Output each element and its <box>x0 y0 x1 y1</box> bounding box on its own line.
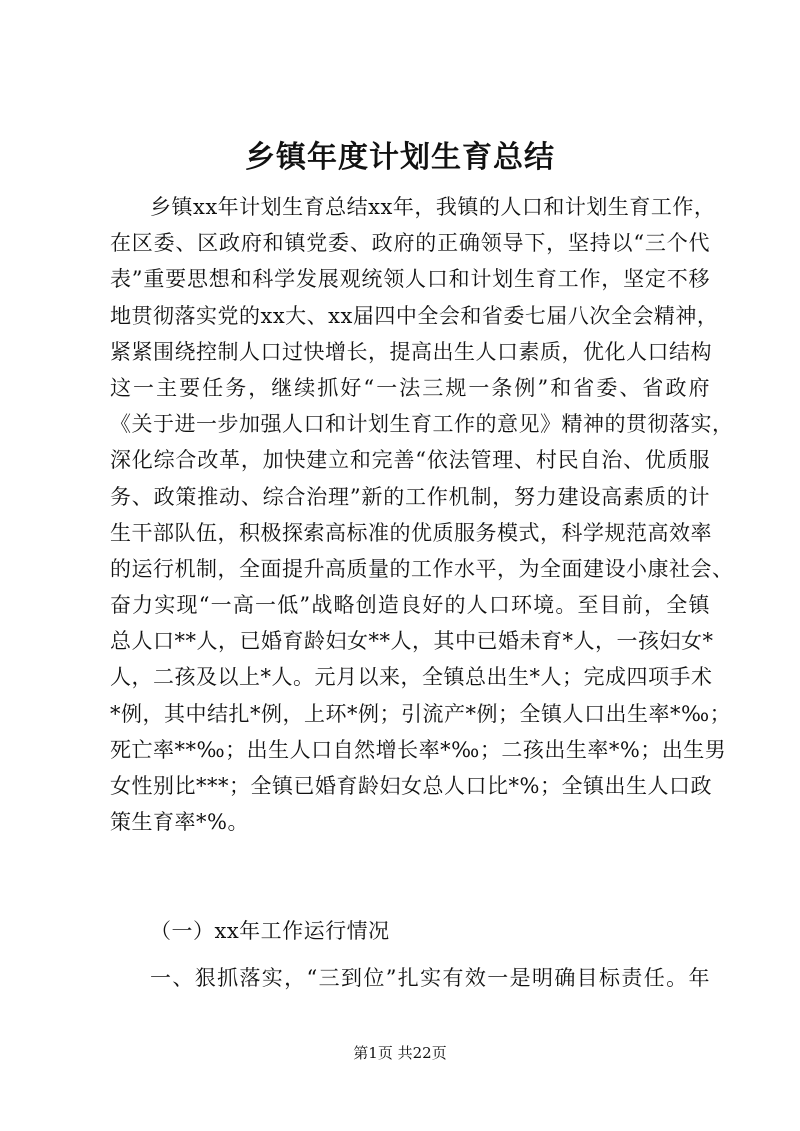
paragraph-line: 死亡率**‰；出生人口自然增长率*‰；二孩出生率*%；出生男 <box>110 737 727 762</box>
paragraph-line: 奋力实现“一高一低”战略创造良好的人口环境。至目前，全镇 <box>110 593 710 618</box>
paragraph-line: 在区委、区政府和镇党委、政府的正确领导下，坚持以“三个代 <box>110 231 710 256</box>
intro-paragraph <box>110 189 734 840</box>
section-first-line: 一、狠抓落实，“三到位”扎实有效一是明确目标责任。年 <box>150 966 710 990</box>
paragraph-line: 人，二孩及以上*人。元月以来，全镇总出生*人；完成四项手术 <box>110 665 713 690</box>
page-number: 第1页 共22页 <box>353 1044 447 1062</box>
section-heading: （一）xx年工作运行情况 <box>150 919 390 943</box>
paragraph-line: 《关于进一步加强人口和计划生育工作的意见》精神的贯彻落实， <box>110 412 734 437</box>
paragraph-line: 策生育率*%。 <box>110 810 249 835</box>
document-title: 乡镇年度计划生育总结 <box>245 140 555 175</box>
paragraph-line: 紧紧围绕控制人口过快增长，提高出生人口素质，优化人口结构 <box>110 339 712 364</box>
paragraph-line: 总人口**人，已婚育龄妇女**人，其中已婚未育*人，一孩妇女* <box>110 629 714 654</box>
paragraph-line: 务、政策推动、综合治理”新的工作机制，努力建设高素质的计 <box>110 484 710 509</box>
paragraph-line: 深化综合改革，加快建立和完善“依法管理、村民自治、优质服 <box>110 448 710 473</box>
paragraph-line: 的运行机制，全面提升高质量的工作水平，为全面建设小康社会、 <box>110 556 734 581</box>
paragraph-line: 表”重要思想和科学发展观统领人口和计划生育工作，坚定不移 <box>110 267 710 292</box>
paragraph-line: 乡镇xx年计划生育总结xx年，我镇的人口和计划生育工作， <box>150 195 716 219</box>
paragraph-line: 生干部队伍，积极探索高标准的优质服务模式，科学规范高效率 <box>110 520 712 545</box>
paragraph-line: 地贯彻落实党的xx大、xx届四中全会和省委七届八次全会精神， <box>110 303 719 328</box>
paragraph-line: 这一主要任务，继续抓好“一法三规一条例”和省委、省政府 <box>110 375 710 400</box>
paragraph-line: *例，其中结扎*例，上环*例；引流产*例；全镇人口出生率*‰； <box>110 701 732 726</box>
paragraph-line: 女性别比***；全镇已婚育龄妇女总人口比*%；全镇出生人口政 <box>110 774 712 798</box>
